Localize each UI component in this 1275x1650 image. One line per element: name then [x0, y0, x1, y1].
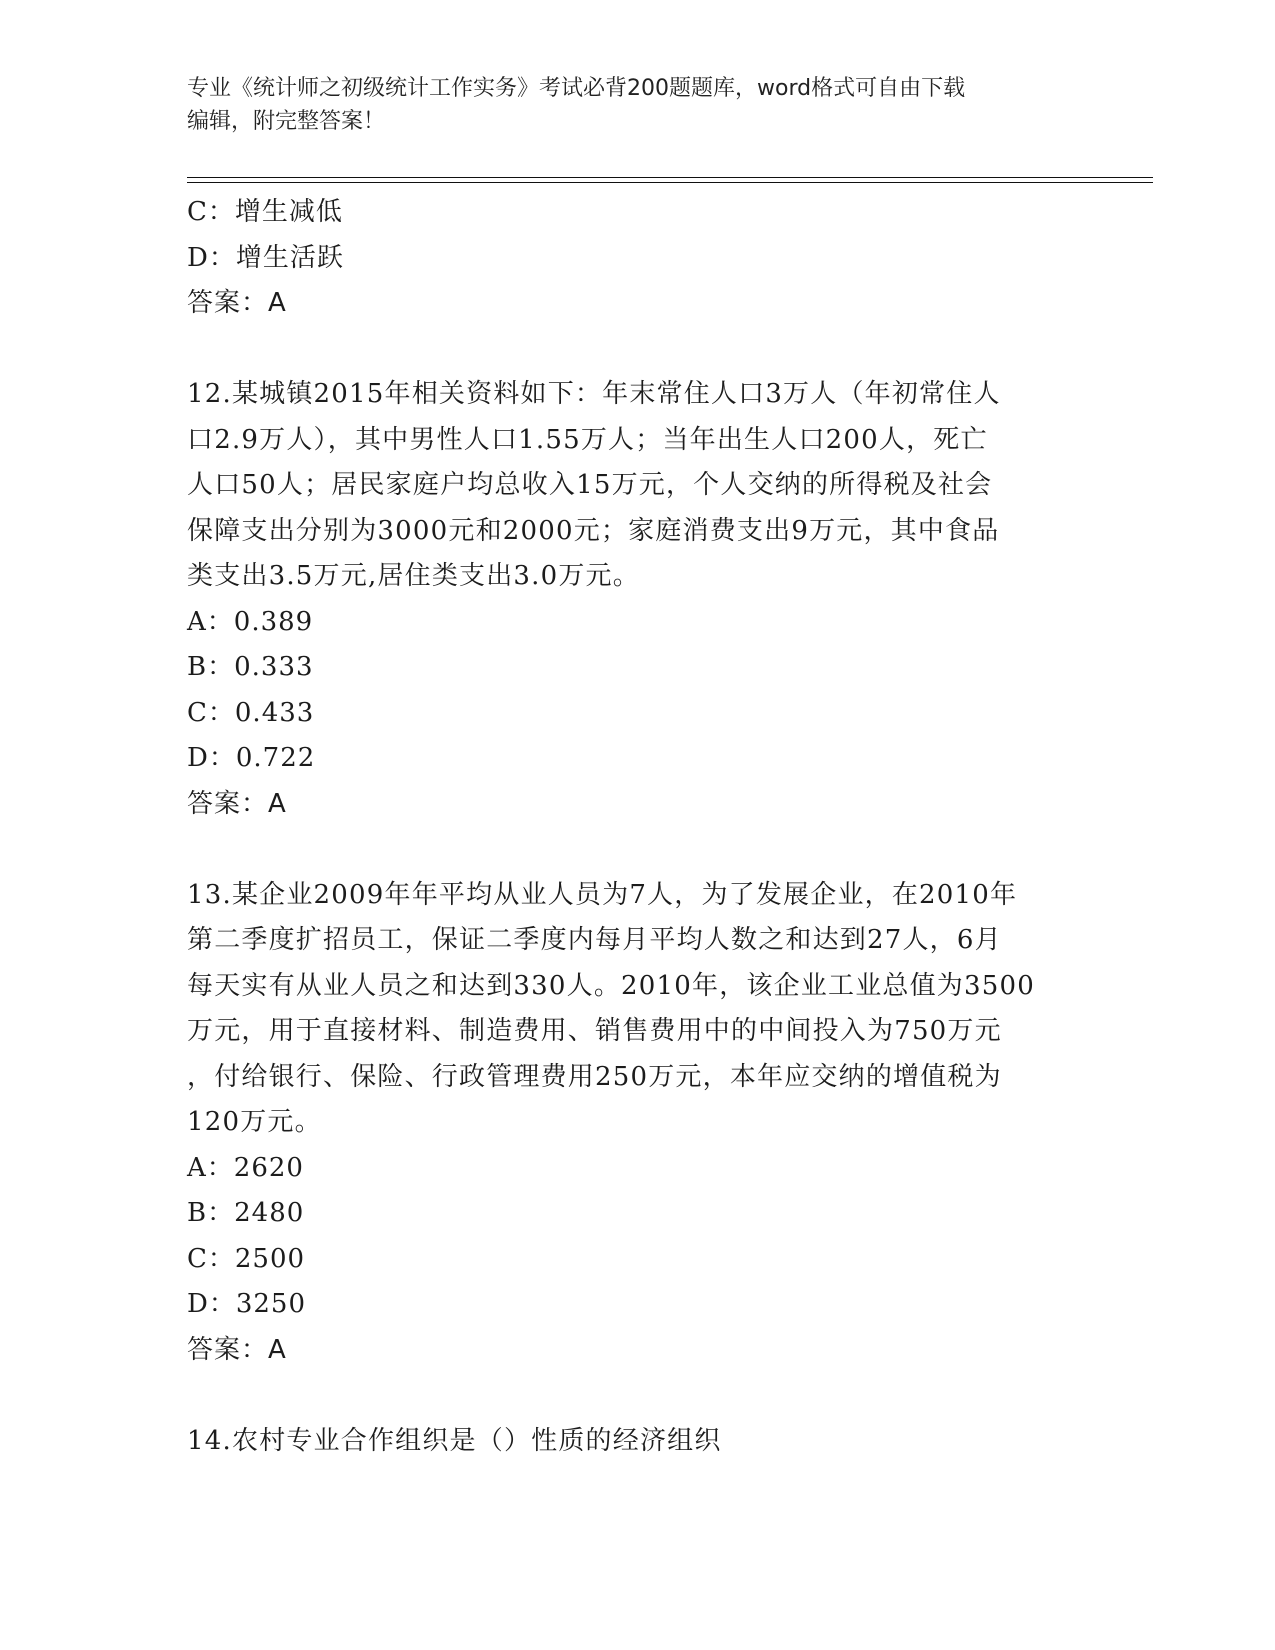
option-b: B：0.333 [187, 652, 314, 682]
answer-line: 答案：A [187, 288, 287, 318]
question-text-line: 120万元。 [187, 1107, 322, 1137]
question-text-line: 类支出3.5万元,居住类支出3.0万元。 [187, 561, 640, 591]
header-divider-top [187, 177, 1153, 178]
question-text-line: 12.某城镇2015年相关资料如下：年末常住人口3万人（年初常住人 [187, 379, 1001, 409]
answer-line: 答案：A [187, 1334, 287, 1365]
question-text [187, 372, 1087, 600]
answer-line: 答案：A [187, 788, 287, 819]
question-11-continued [187, 190, 1087, 327]
spacer [187, 827, 1087, 873]
header-divider-bottom [187, 182, 1153, 183]
question-text-line: 14.农村专业合作组织是（）性质的经济组织 [187, 1425, 722, 1456]
option-d: D：增生活跃 [187, 242, 344, 273]
question-14 [187, 1419, 1087, 1465]
question-text-line: ，付给银行、保险、行政管理费用250万元，本年应交纳的增值税为 [187, 1061, 1002, 1092]
document-body [187, 190, 1087, 1464]
document-header [187, 72, 1067, 138]
header-title-line-1: 专业《统计师之初级统计工作实务》考试必背200题题库，word格式可自由下载 [187, 76, 966, 101]
option-a: A：2620 [187, 1152, 304, 1183]
question-text-line: 保障支出分别为3000元和2000元；家庭消费支出9万元，其中食品 [187, 515, 1000, 546]
option-c: C：增生减低 [187, 197, 343, 227]
question-12 [187, 372, 1087, 827]
spacer [187, 327, 1087, 373]
header-title-line-2: 编辑，附完整答案！ [187, 109, 386, 134]
question-text [187, 1419, 1087, 1465]
question-text-line: 第二季度扩招员工，保证二季度内每月平均人数之和达到27人，6月 [187, 925, 1002, 955]
question-text-line: 每天实有从业人员之和达到330人。2010年，该企业工业总值为3500 [187, 970, 1035, 1001]
question-text-line: 口2.9万人），其中男性人口1.55万人；当年出生人口200人，死亡 [187, 424, 988, 455]
question-text [187, 873, 1087, 1146]
question-13 [187, 873, 1087, 1374]
spacer [187, 1373, 1087, 1419]
option-c: C：2500 [187, 1243, 306, 1274]
question-text-line: 万元，用于直接材料、制造费用、销售费用中的中间投入为750万元 [187, 1016, 1002, 1046]
option-a: A：0.389 [187, 606, 314, 637]
question-text-line: 13.某企业2009年年平均从业人员为7人，为了发展企业，在2010年 [187, 879, 1018, 910]
option-d: D：0.722 [187, 743, 316, 773]
question-text-line: 人口50人；居民家庭户均总收入15万元，个人交纳的所得税及社会 [187, 470, 993, 500]
option-d: D：3250 [187, 1289, 307, 1319]
option-b: B：2480 [187, 1198, 305, 1228]
option-c: C：0.433 [187, 697, 315, 728]
